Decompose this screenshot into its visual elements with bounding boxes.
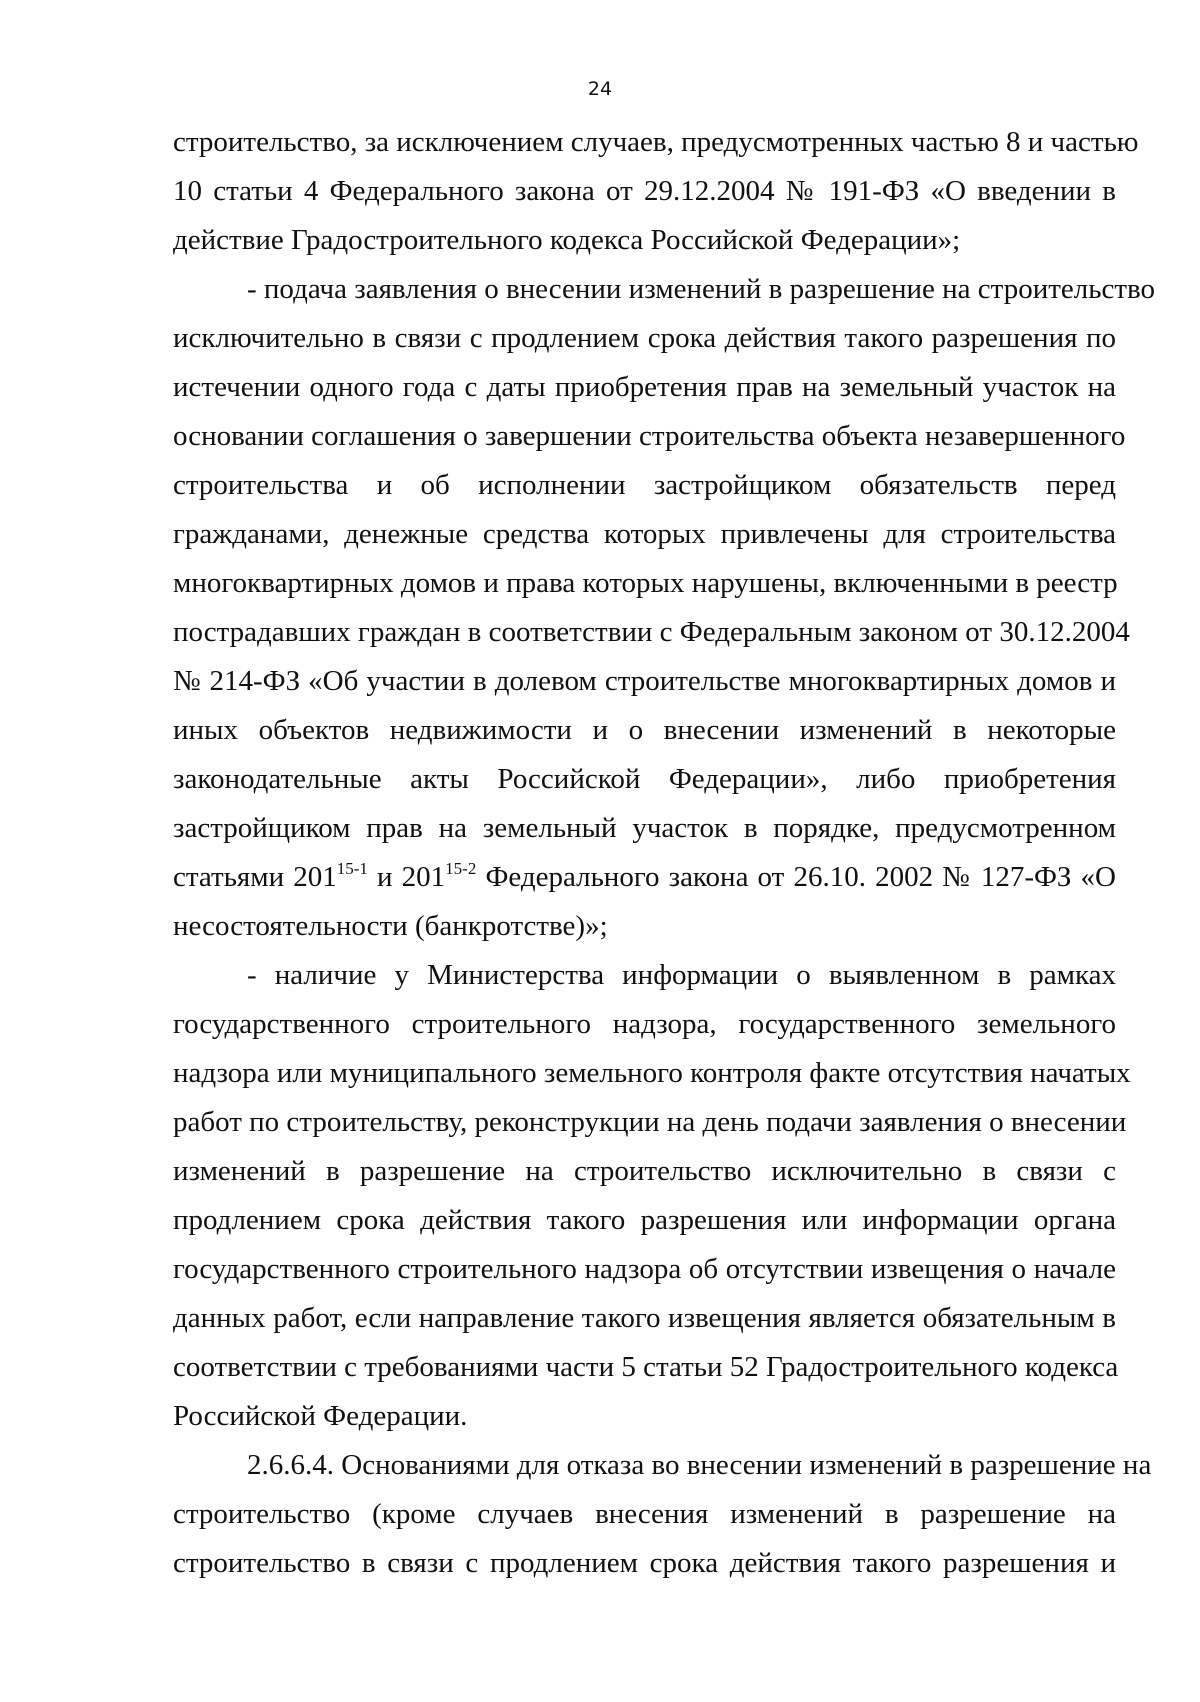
document-body: [173, 118, 1156, 1588]
text-line: исключительно в связи с продлением срока действия такого разрешения по: [173, 322, 1116, 354]
text-line: Российской Федерации.: [173, 1400, 468, 1432]
text-line: несостоятельности (банкротстве)»;: [173, 910, 608, 942]
page-number: 24: [587, 78, 613, 100]
text-line: законодательные акты Российской Федерации», либо приобретения: [173, 763, 1116, 795]
text-line: государственного строительного надзора об отсутствии извещения о начале: [173, 1253, 1116, 1285]
text-line: данных работ, если направление такого извещения является обязательным в: [173, 1302, 1116, 1334]
text-line: застройщиком прав на земельный участок в порядке, предусмотренном: [173, 812, 1116, 844]
text-line: гражданами, денежные средства которых привлечены для строительства: [173, 518, 1116, 550]
text-line: соответствии с требованиями части 5 статьи 52 Градостроительного кодекса: [173, 1351, 1119, 1383]
text-line: государственного строительного надзора, государственного земельного: [173, 1008, 1116, 1040]
text-fragment: Федерального закона от 26.10. 2002 № 127-ФЗ «О: [476, 861, 1116, 893]
text-line: изменений в разрешение на строительство исключительно в связи с: [173, 1155, 1116, 1187]
superscript: 15-1: [336, 859, 368, 878]
text-line: 2.6.6.4. Основаниями для отказа во внесении изменений в разрешение на: [247, 1449, 1152, 1481]
text-line: иных объектов недвижимости и о внесении изменений в некоторые: [173, 714, 1116, 746]
text-line: строительство, за исключением случаев, предусмотренных частью 8 и частью: [173, 126, 1139, 158]
text-line: многоквартирных домов и права которых нарушены, включенными в реестр: [173, 567, 1118, 599]
text-line: пострадавших граждан в соответствии с Федеральным законом от 30.12.2004: [173, 616, 1130, 648]
text-line: действие Градостроительного кодекса Российской Федерации»;: [173, 224, 961, 256]
text-line: 10 статьи 4 Федерального закона от 29.12.2004 № 191-ФЗ «О введении в: [173, 175, 1116, 207]
text-fragment: статьями 201: [173, 861, 337, 893]
text-line: надзора или муниципального земельного контроля факте отсутствия начатых: [173, 1057, 1131, 1089]
text-line: истечении одного года с даты приобретения прав на земельный участок на: [173, 371, 1116, 403]
text-line: № 214-ФЗ «Об участии в долевом строительстве многоквартирных домов и: [173, 665, 1116, 697]
text-line: строительство (кроме случаев внесения изменений в разрешение на: [173, 1498, 1116, 1530]
text-line-superscripts: [173, 853, 1116, 902]
text-line: - подача заявления о внесении изменений в разрешение на строительство: [247, 273, 1156, 305]
text-line: - наличие у Министерства информации о выявленном в рамках: [247, 959, 1116, 991]
text-fragment: и 201: [367, 861, 446, 893]
text-line: продлением срока действия такого разрешения или информации органа: [173, 1204, 1116, 1236]
text-line: работ по строительству, реконструкции на день подачи заявления о внесении: [173, 1106, 1127, 1138]
text-line: основании соглашения о завершении строительства объекта незавершенного: [173, 420, 1126, 452]
superscript: 15-2: [445, 859, 477, 878]
text-line: строительства и об исполнении застройщиком обязательств перед: [173, 469, 1116, 501]
text-line: строительство в связи с продлением срока действия такого разрешения и: [173, 1547, 1116, 1579]
